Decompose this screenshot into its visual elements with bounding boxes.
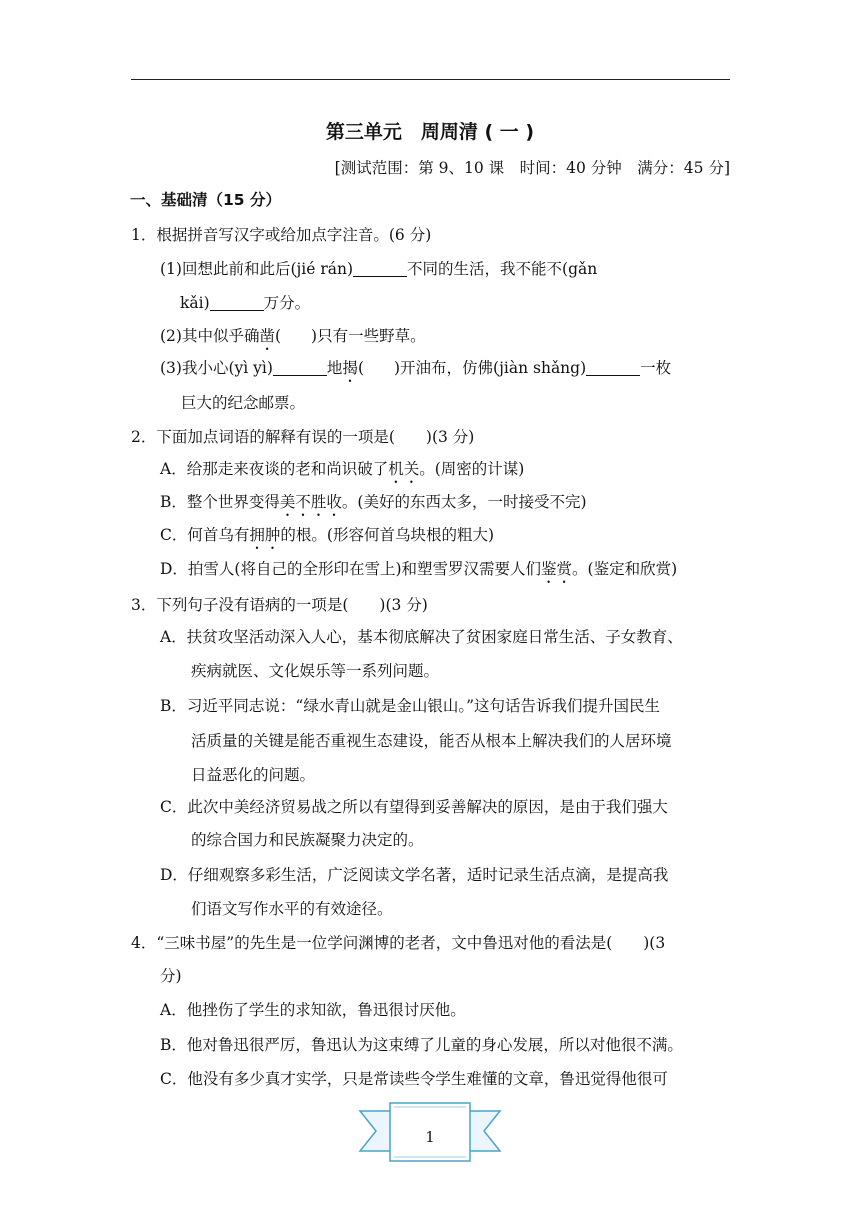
q1-line5: 巨大的纪念邮票。 — [181, 394, 306, 412]
page-title: 第三单元 周周清 ( 一 ) — [325, 121, 535, 143]
header-rule — [131, 79, 730, 80]
q3-option-c-line1: C．此次中美经济贸易战之所以有望得到妥善解决的原因，是由于我们强大 — [160, 798, 668, 816]
answer-blank[interactable] — [210, 295, 264, 312]
q3-stem: 3．下列句子没有语病的一项是( )(3 分) — [131, 596, 428, 614]
q3-option-d-line2: 们语文写作水平的有效途径。 — [191, 900, 393, 918]
q3-option-b-line3: 日益恶化的问题。 — [191, 766, 316, 784]
q4-stem-line1: 4．“三味书屋”的先生是一位学问渊博的老者，文中鲁迅对他的看法是( )(3 — [131, 934, 666, 952]
q3-option-c-line2: 的综合国力和民族凝聚力决定的。 — [191, 831, 424, 849]
q3-option-b-line1: B．习近平同志说：“绿水青山就是金山银山。”这句话告诉我们提升国民生 — [160, 697, 660, 715]
q1-line4: (3)我小心(yì yì) 地揭( )开油布，仿佛(jiàn shǎng) 一枚 — [160, 359, 672, 377]
q2-option-d: D．拍雪人(将自己的全形印在雪上)和塑雪罗汉需要人们鉴赏。(鉴定和欣赏) — [160, 560, 678, 578]
q4-option-c: C．他没有多少真才实学，只是常读些令学生难懂的文章，鲁迅觉得他很可 — [160, 1070, 668, 1088]
q4-stem-line2: 分) — [160, 967, 182, 985]
section-heading: 一、基础清（15 分） — [130, 191, 281, 209]
q1-line1: (1)回想此前和此后(jié rán) 不同的生活，我不能不(gǎn — [160, 260, 598, 278]
q2-stem: 2．下面加点词语的解释有误的一项是( )(3 分) — [131, 428, 475, 446]
q2-option-c: C．何首乌有拥肿的根。(形容何首乌块根的粗大) — [160, 526, 494, 544]
q2-option-a: A．给那走来夜谈的老和尚识破了机关。(周密的计谋) — [160, 460, 525, 478]
q4-option-a: A．他挫伤了学生的求知欲，鲁迅很讨厌他。 — [160, 1001, 466, 1019]
q2-option-b: B．整个世界变得美不胜收。(美好的东西太多，一时接受不完) — [160, 493, 587, 511]
page-number: 1 — [425, 1128, 435, 1146]
q3-option-b-line2: 活质量的关键是能否重视生态建设，能否从根本上解决我们的人居环境 — [191, 732, 672, 750]
q1-stem: 1．根据拼音写汉字或给加点字注音。(6 分) — [131, 226, 432, 244]
q3-option-d-line1: D．仔细观察多彩生活，广泛阅读文学名著，适时记录生活点滴，是提高我 — [160, 866, 669, 884]
answer-blank[interactable] — [586, 360, 640, 377]
answer-blank[interactable] — [273, 360, 327, 377]
q1-line2: kǎi) 万分。 — [180, 294, 311, 312]
q3-option-a-line2: 疾病就医、文化娱乐等一系列问题。 — [191, 662, 440, 680]
answer-blank[interactable] — [353, 261, 407, 278]
q1-line3: (2)其中似乎确凿( )只有一些野草。 — [160, 327, 426, 345]
q4-option-b: B．他对鲁迅很严厉，鲁迅认为这束缚了儿童的身心发展，所以对他很不满。 — [160, 1036, 683, 1054]
test-range: [测试范围：第 9、10 课 时间：40 分钟 满分：45 分] — [334, 159, 730, 177]
q3-option-a-line1: A．扶贫攻坚活动深入人心，基本彻底解决了贫困家庭日常生活、子女教育、 — [160, 628, 683, 646]
